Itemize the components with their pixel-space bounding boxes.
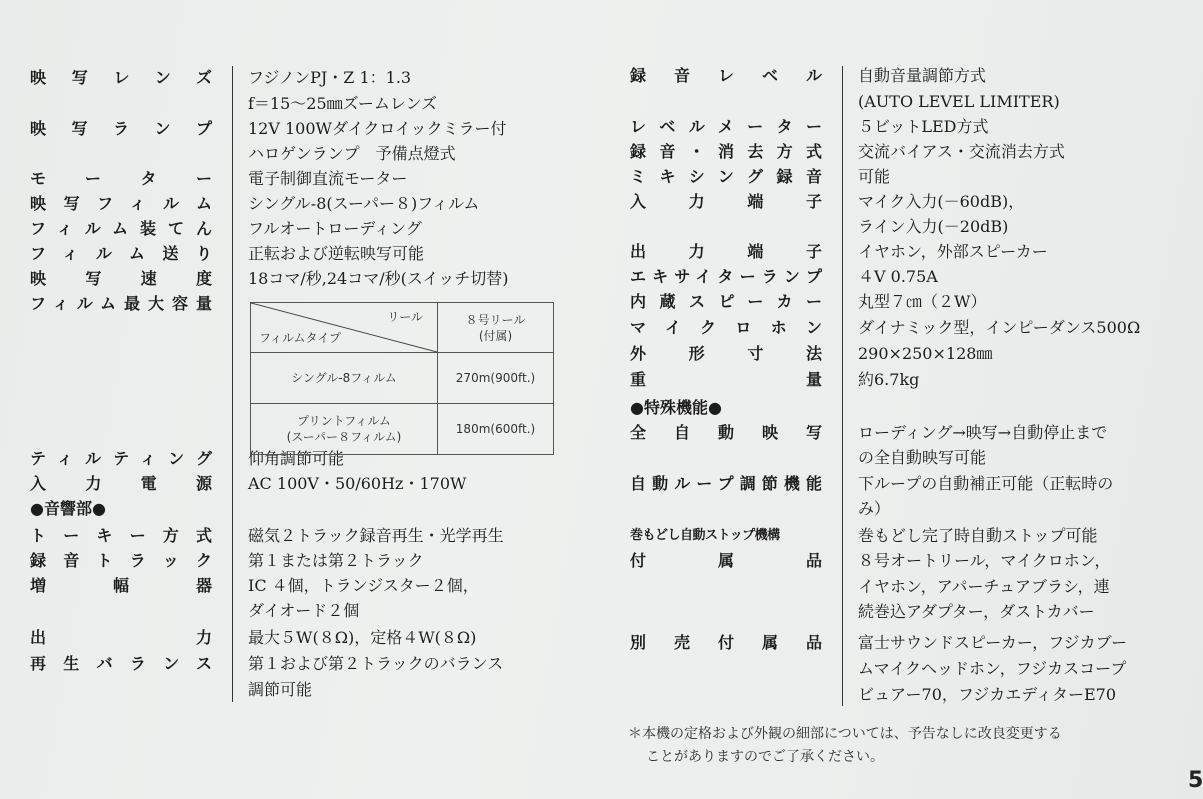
spec-value: 下ループの自動補正可能（正転時の [858,474,1114,493]
spec-label: 映写ランプ [30,119,212,138]
left-column-divider [232,66,233,702]
spec-label: 巻もどし自動ストップ機構 [630,528,780,543]
header-reel-8 [438,303,554,353]
spec-label: 内蔵スピーカー [630,292,822,311]
spec-value: フジノンPJ・Z 1：1.3 [248,68,412,87]
spec-value: ビュアー70，フジカエディターE70 [858,685,1116,704]
right-column-divider [842,66,843,706]
table-row [251,353,554,404]
spec-label: 外形寸法 [630,344,822,363]
spec-value: 可能 [858,167,891,186]
spec-label: 録音レベル [630,66,822,85]
spec-label: マイクロホン [630,318,822,337]
spec-value: ハロゲンランプ 予備点燈式 [248,144,456,163]
spec-label: 増幅器 [30,576,212,595]
capacity: 270m(900ft.) [438,353,554,404]
spec-value: ローディング→映写→自動停止まで [858,423,1108,442]
spec-value: マイク入力(－60dB)， [858,192,1025,211]
spec-value: f＝15～25㎜ズームレンズ [248,94,437,113]
spec-value: 電子制御直流モーター [248,169,408,188]
header-reel-8-line1: ８号リール [465,312,526,327]
spec-value: 丸型７㎝（２W） [858,292,987,311]
spec-value: み） [858,499,891,518]
spec-label: 入力電源 [30,474,212,493]
spec-value: 第１または第２トラック [248,551,424,570]
spec-value: ５ビットLED方式 [858,117,989,136]
spec-value: 290×250×128㎜ [858,344,993,363]
spec-label: 自動ループ調節機能 [630,474,822,493]
spec-value: 富士サウンドスピーカー，フジカブー [858,633,1128,652]
spec-label: フィルム最大容量 [30,294,212,313]
spec-label: ●特殊機能● [630,398,722,417]
spec-value: の全自動映写可能 [858,448,987,467]
spec-value: 交流バイアス・交流消去方式 [858,142,1065,161]
spec-value: 12V 100Wダイクロイックミラー付 [248,119,507,138]
spec-label: 全自動映写 [630,423,822,442]
spec-label: ティルティング [30,449,212,468]
spec-value: 巻もどし完了時自動ストップ可能 [858,526,1098,545]
spec-value: IC ４個，トランジスター２個， [248,576,479,595]
film-capacity-table [250,302,554,455]
header-reel-8-line2: (付属) [478,328,513,343]
film-type: シングル-8フィルム [291,371,397,385]
spec-label: 映写レンズ [30,68,212,87]
spec-label: 映写速度 [30,269,212,288]
spec-value: 約6.7kg [858,370,920,389]
spec-value: 正転および逆転映写可能 [248,244,425,263]
capacity: 180m(600ft.) [438,404,554,455]
spec-value: 第１および第２トラックのバランス [248,654,504,673]
footnote-line-2: ことがありますのでご了承ください。 [646,749,884,765]
film-type: プリントフィルム [297,414,391,428]
spec-value: ４V 0.75A [858,267,938,286]
spec-label: 録音・消去方式 [630,142,822,161]
header-film-type: フィルムタイプ [259,331,341,345]
spec-label: フィルム送り [30,244,212,263]
footnote-line-1: ＊本機の定格および外観の細部については、予告なしに改良変更する [628,726,1062,742]
spec-value: イヤホン，外部スピーカー [858,242,1048,261]
table-corner-header [251,303,438,353]
spec-value: フルオートローディング [248,219,422,238]
spec-label: 別売付属品 [630,633,822,652]
spec-label: 映写フィルム [30,194,212,213]
spec-value: シングル-8(スーパー８)フィルム [248,194,480,213]
spec-value: ８号オートリール，マイクロホン， [858,551,1111,570]
spec-label: エキサイターランプ [630,267,822,286]
spec-label: トーキー方式 [30,526,212,545]
spec-value: 続巻込アダプター，ダストカバー [858,602,1095,621]
spec-value: ムマイクヘッドホン，フジカスコープ [858,659,1127,678]
spec-label: ミキシング録音 [630,167,822,186]
film-type-sub: (スーパー８フィルム) [286,430,402,444]
spec-value: ライン入力(－20dB) [858,217,1009,236]
spec-label: 付属品 [630,551,822,570]
spec-value: ダイオード２個 [248,601,360,620]
spec-value: ダイナミック型，インピーダンス500Ω [858,318,1141,337]
spec-label: 出力端子 [630,242,822,261]
spec-value: AC 100V・50/60Hz・170W [248,474,467,493]
spec-label: 録音トラック [30,551,212,570]
spec-value: 18コマ/秒,24コマ/秒(スイッチ切替) [248,269,509,288]
spec-value: 調節可能 [248,680,313,699]
table-row [251,404,554,455]
spec-value: イヤホン，アパーチュアブラシ，連 [858,577,1110,596]
spec-label: 出力 [30,628,212,647]
spec-label: モーター [30,169,212,188]
spec-label: ●音響部● [30,499,106,518]
spec-label: 重量 [630,370,822,389]
spec-label: 入力端子 [630,192,822,211]
spec-value: 自動音量調節方式 [858,66,987,85]
spec-value: 最大５W(８Ω)，定格４W(８Ω) [248,628,477,647]
spec-value: (AUTO LEVEL LIMITER) [858,92,1060,111]
spec-value: 仰角調節可能 [248,449,345,468]
spec-label: レベルメーター [630,117,822,136]
spec-label: 再生バランス [30,654,212,673]
spec-label: フィルム装てん [30,219,212,238]
page-number: 5 [1188,768,1203,793]
spec-value: 磁気２トラック録音再生・光学再生 [248,526,504,545]
header-reel: リール [387,310,423,324]
